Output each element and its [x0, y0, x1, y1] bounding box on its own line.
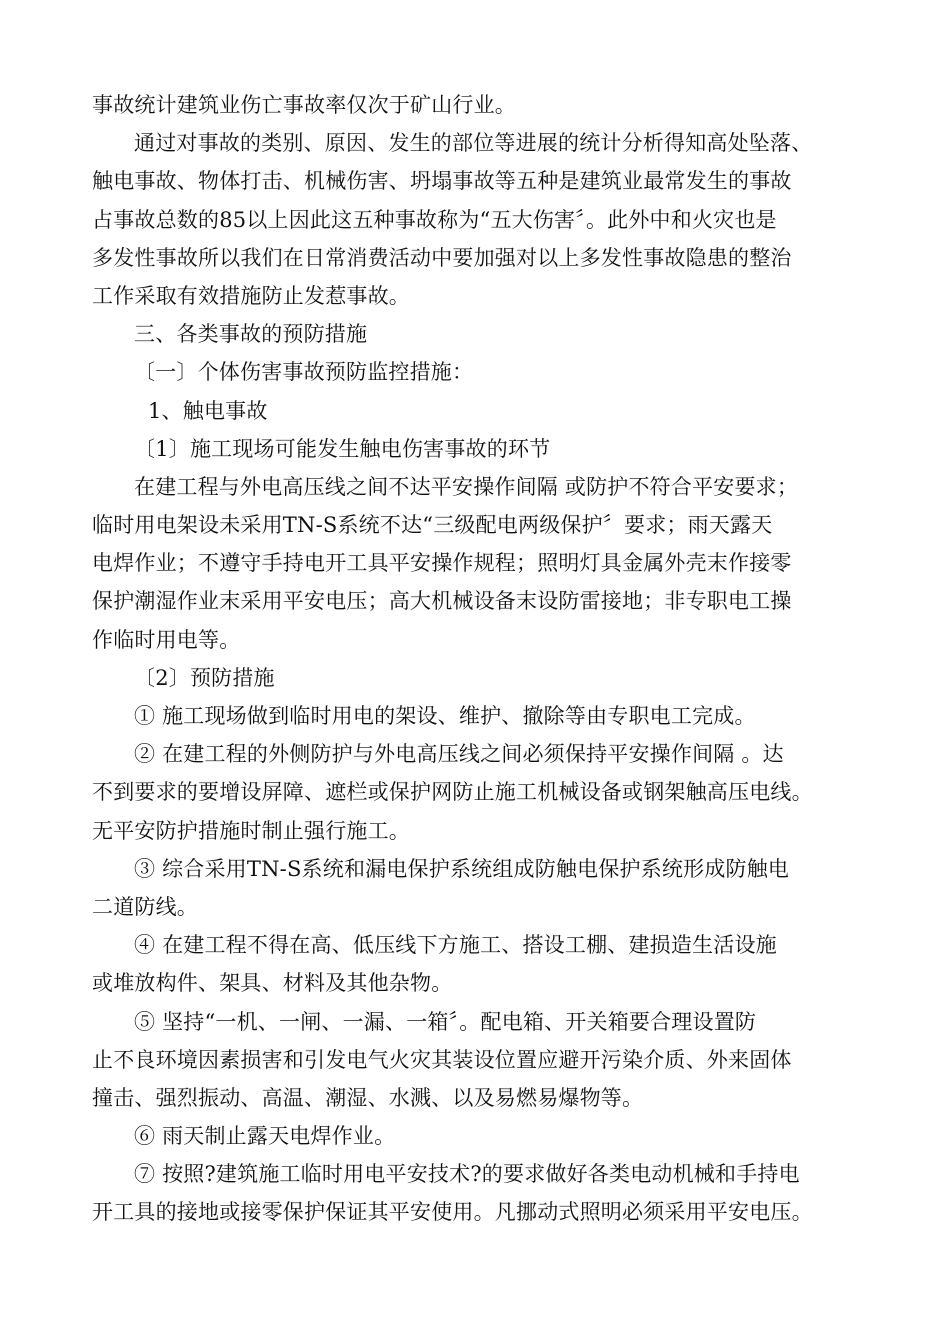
- text-line: 工作采取有效措施防止发惹事故。: [92, 283, 410, 308]
- text-line: 触电事故、物体打击、机械伤害、坍塌事故等五种是建筑业最常发生的事故: [92, 169, 792, 194]
- list-item: ⑤ 坚持“一机、一闸、一漏、一箱〞。配电箱、开关箱要合理设置防: [134, 1009, 757, 1034]
- document-body: [92, 86, 862, 1232]
- text-line: 作临时用电等。: [92, 627, 241, 652]
- text-line: 二道防线。: [92, 894, 198, 919]
- text-line: 无平安防护措施时制止强行施工。: [92, 818, 410, 843]
- text-line: 事故统计建筑业伤亡事故率仅次于矿山行业。: [92, 93, 516, 117]
- text-line: 止不良环境因素损害和引发电气火灾其装设位置应避开污染介质、外来固体: [92, 1047, 792, 1072]
- subitem-heading: 〔2〕预防措施: [134, 665, 275, 690]
- section-heading: 三、各类事故的预防措施: [134, 322, 368, 347]
- subitem-heading: 〔1〕施工现场可能发生触电伤害事故的环节: [134, 436, 551, 461]
- text-line: 临时用电架设未采用TN-S系统不达“三级配电两级保护〞要求；雨天露天: [92, 513, 773, 538]
- list-item: ⑥ 雨天制止露天电焊作业。: [134, 1124, 396, 1149]
- text-line: 多发性事故所以我们在日常消费活动中要加强对以上多发性事故隐患的整治: [92, 245, 792, 270]
- subsection-heading: 〔一〕个体伤害事故预防监控措施：: [134, 360, 474, 385]
- list-item: ① 施工现场做到临时用电的架设、维护、撤除等由专职电工完成。: [134, 704, 756, 728]
- item-heading: 1、触电事故: [148, 398, 268, 423]
- text-line: 在建工程与外电高压线之间不达平安操作间隔 或防护不符合平安要求；: [134, 474, 799, 499]
- list-item: ⑦ 按照?建筑施工临时用电平安技术?的要求做好各类电动机械和手持电: [134, 1162, 800, 1187]
- list-item: ④ 在建工程不得在高、低压线下方施工、搭设工棚、建损造生活设施: [134, 933, 777, 958]
- text-line: 保护潮湿作业末采用平安电压；高大机械设备末设防雷接地；非专职电工操: [92, 589, 792, 614]
- text-line: 电焊作业；不遵守手持电开工具平安操作规程；照明灯具金属外壳末作接零: [92, 551, 792, 576]
- text-line: 不到要求的要增设屏障、遮栏或保护网防止施工机械设备或钢架触高压电线。: [92, 780, 813, 805]
- text-line: 占事故总数的85以上因此这五种事故称为“五大伤害〞。此外中和火灾也是: [92, 207, 777, 232]
- text-line: 开工具的接地或接零保护保证其平安使用。凡挪动式照明必须采用平安电压。: [92, 1200, 813, 1225]
- text-line: 撞击、强烈振动、高温、潮湿、水溅、以及易燃易爆物等。: [92, 1085, 644, 1110]
- list-item: ② 在建工程的外侧防护与外电高压线之间必须保持平安操作间隔 。达: [134, 742, 784, 767]
- text-line: 或堆放构件、架具、材料及其他杂物。: [92, 971, 453, 996]
- text-line: 通过对事故的类别、原因、发生的部位等进展的统计分析得知高处坠落、: [134, 131, 813, 156]
- list-item: ③ 综合采用TN-S系统和漏电保护系统组成防触电保护系统形成防触电: [134, 856, 790, 881]
